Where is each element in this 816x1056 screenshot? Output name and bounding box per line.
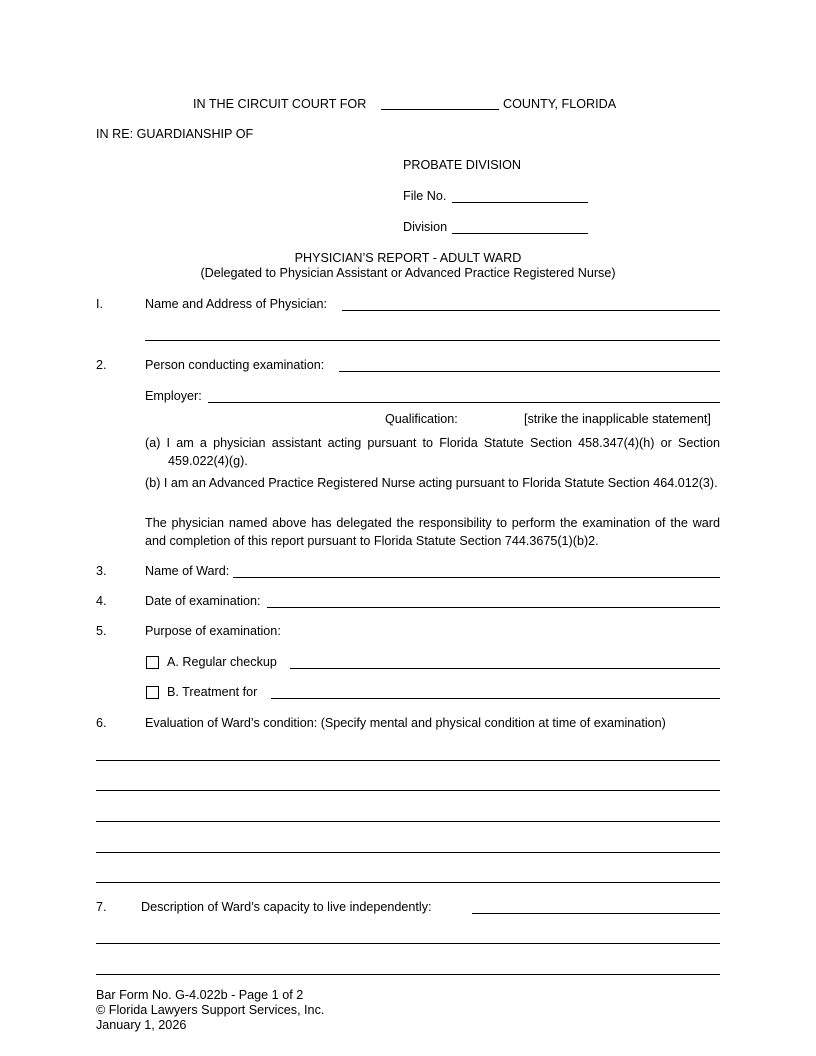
ward-condition-line-2[interactable]: [96, 790, 720, 791]
qualification-option-b[interactable]: (b) I am an Advanced Practice Registered Nurse acting pursuant to Florida Statute Section 464.012(3).: [145, 476, 718, 490]
examiner-blank[interactable]: [339, 371, 720, 372]
examiner-label: Person conducting examination:: [145, 358, 325, 372]
court-heading-suffix: COUNTY, FLORIDA: [503, 97, 617, 111]
item-3-number: 3.: [96, 564, 107, 578]
regular-checkup-label: A. Regular checkup: [167, 655, 277, 669]
independence-line-3[interactable]: [96, 974, 720, 975]
division-blank[interactable]: [452, 233, 588, 234]
strike-note: [strike the inapplicable statement]: [524, 412, 711, 426]
physician-address-blank[interactable]: [145, 340, 720, 341]
item-1-number: I.: [96, 297, 103, 311]
footer-date: January 1, 2026: [96, 1018, 187, 1032]
qualification-option-a[interactable]: (a) I am a physician assistant acting pursuant to Florida Statute Section 458.347(4)(h) or Section 459.022(4)(g).: [145, 436, 720, 468]
item-6-number: 6.: [96, 716, 107, 730]
regular-checkup-blank[interactable]: [290, 668, 720, 669]
footer-copyright: © Florida Lawyers Support Services, Inc.: [96, 1003, 325, 1017]
qualification-label: Qualification:: [385, 412, 458, 426]
ward-condition-line-4[interactable]: [96, 852, 720, 853]
exam-date-label: Date of examination:: [145, 594, 261, 608]
delegation-statement: The physician named above has delegated the responsibility to perform the examination of the ward and completion of this report pursuant to Florida Statute Section 744.3675(1)(b)2.: [145, 516, 720, 548]
employer-label: Employer:: [145, 389, 202, 403]
independence-label: Description of Ward’s capacity to live independently:: [141, 900, 432, 914]
court-heading-prefix: IN THE CIRCUIT COURT FOR: [193, 97, 367, 111]
physician-name-blank[interactable]: [342, 310, 720, 311]
regular-checkup-checkbox[interactable]: [146, 656, 159, 669]
report-title: PHYSICIAN’S REPORT - ADULT WARD: [294, 251, 522, 265]
ward-name-blank[interactable]: [233, 577, 720, 578]
independence-blank[interactable]: [472, 913, 720, 914]
ward-condition-label: Evaluation of Ward’s condition: (Specify mental and physical condition at time of examination): [145, 716, 666, 730]
item-4-number: 4.: [96, 594, 107, 608]
item-7-number: 7.: [96, 900, 107, 914]
file-no-blank[interactable]: [452, 202, 588, 203]
county-blank[interactable]: [381, 109, 499, 110]
ward-condition-line-3[interactable]: [96, 821, 720, 822]
treatment-checkbox[interactable]: [146, 686, 159, 699]
physician-name-label: Name and Address of Physician:: [145, 297, 328, 311]
employer-blank[interactable]: [208, 402, 720, 403]
ward-name-label: Name of Ward:: [145, 564, 230, 578]
treatment-label: B. Treatment for: [167, 685, 258, 699]
independence-line-2[interactable]: [96, 943, 720, 944]
treatment-blank[interactable]: [271, 698, 720, 699]
ward-condition-line-1[interactable]: [96, 760, 720, 761]
report-subtitle: (Delegated to Physician Assistant or Advanced Practice Registered Nurse): [200, 266, 616, 280]
in-re-heading: IN RE: GUARDIANSHIP OF: [96, 127, 254, 141]
item-5-number: 5.: [96, 624, 107, 638]
division-label: Division: [403, 220, 448, 234]
ward-condition-line-5[interactable]: [96, 882, 720, 883]
exam-purpose-label: Purpose of examination:: [145, 624, 281, 638]
file-no-label: File No.: [403, 189, 447, 203]
item-2-number: 2.: [96, 358, 107, 372]
probate-division-label: PROBATE DIVISION: [403, 158, 522, 172]
exam-date-blank[interactable]: [267, 607, 720, 608]
footer-form-number: Bar Form No. G-4.022b - Page 1 of 2: [96, 988, 304, 1002]
